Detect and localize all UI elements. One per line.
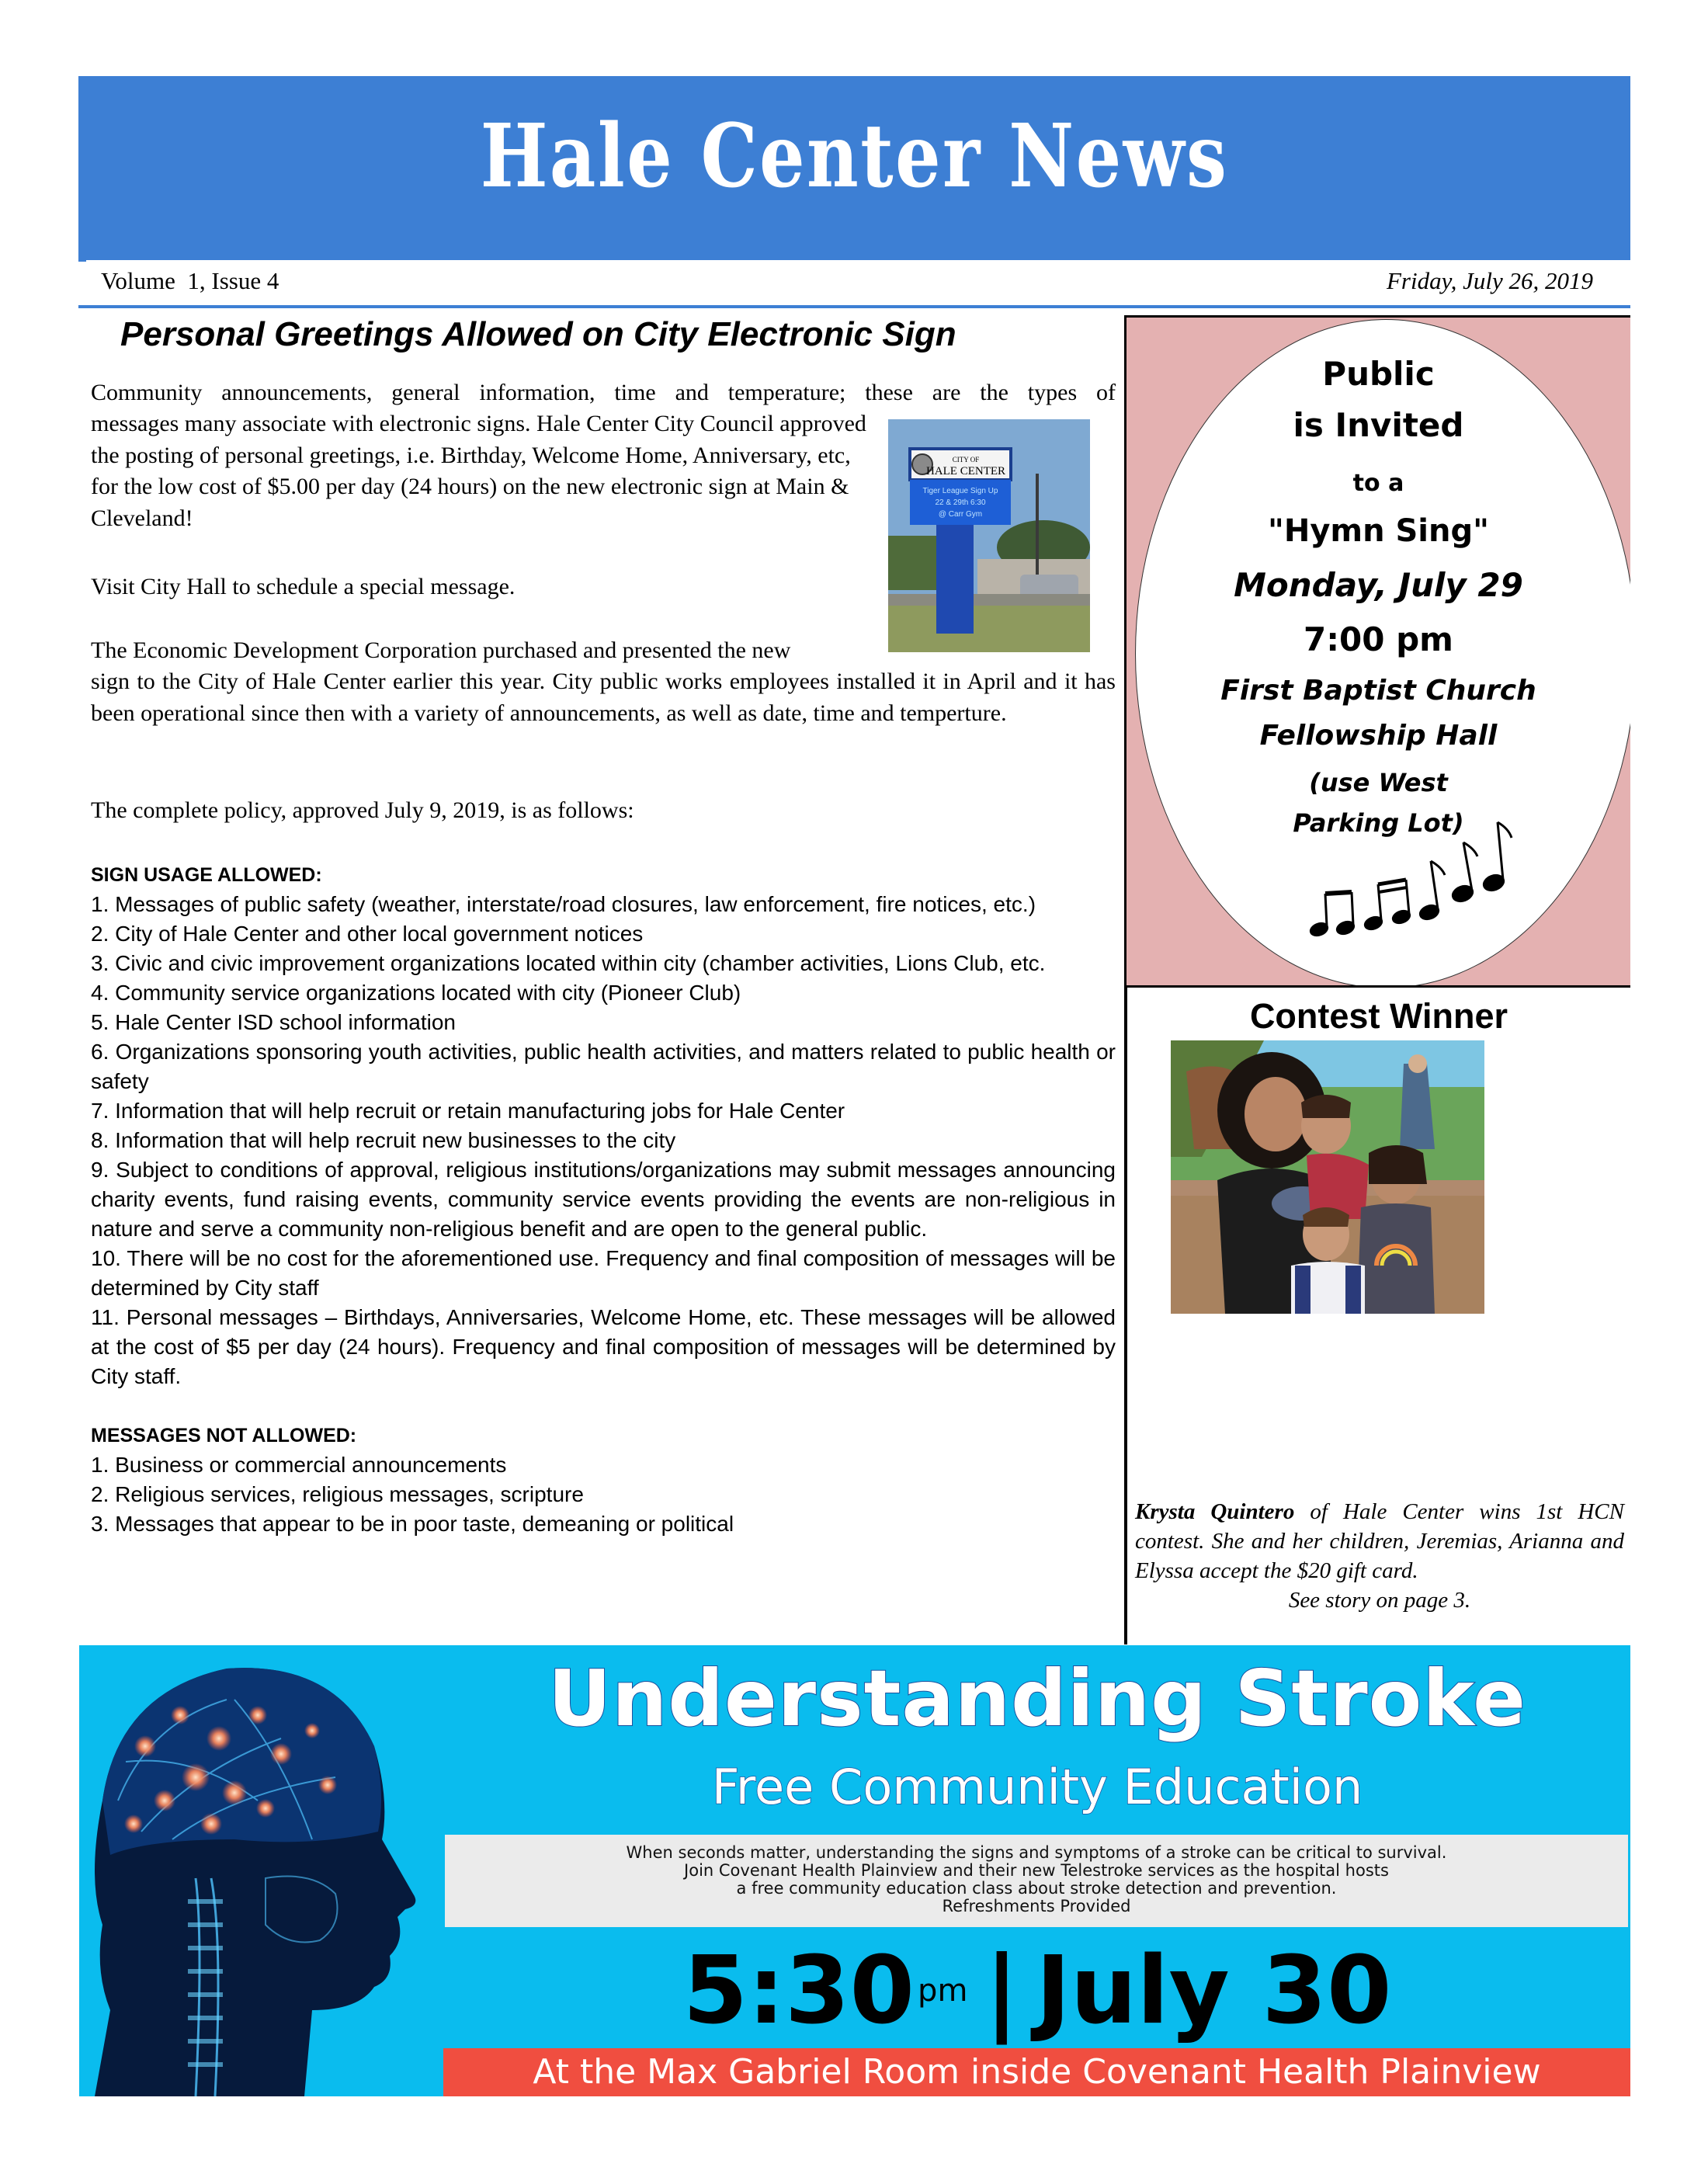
svg-text:CITY OF: CITY OF (952, 456, 980, 464)
ad-location-bar: At the Max Gabriel Room inside Covenant Health Plainview (443, 2048, 1630, 2096)
event-parking-note: Parking Lot) (1293, 808, 1464, 838)
brain-xray-head-icon (79, 1645, 467, 2096)
allowed-item: 3. Civic and civic improvement organizations located within city (chamber activities, Lions Club, etc. (91, 951, 1046, 975)
masthead-rule (78, 305, 1630, 308)
music-notes-icon (1305, 807, 1554, 962)
allowed-item: 1. Messages of public safety (weather, interstate/road closures, law enforcement, fire notices, etc.) (91, 892, 1036, 916)
allowed-item: 8. Information that will help recruit new businesses to the city (91, 1128, 676, 1152)
allowed-item: 4. Community service organizations located with city (Pioneer Club) (91, 981, 741, 1005)
caption-text: of Hale Center wins 1st HCN contest. She and her children, Jeremias, Arianna and Elyssa accept the $20 gift card. (1135, 1499, 1624, 1583)
masthead-banner (78, 76, 1630, 260)
ad-description-line: Refreshments Provided (942, 1897, 1131, 1915)
event-line: is Invited (1293, 406, 1464, 444)
ad-description-box (445, 1835, 1628, 1927)
allowed-item: 7. Information that will help recruit or retain manufacturing jobs for Hale Center (91, 1099, 845, 1123)
hymn-sing-event-box (1127, 315, 1630, 988)
ad-title: Understanding Stroke (547, 1653, 1527, 1744)
article-paragraph-3-line-1: The Economic Development Corporation purchased and presented the new (91, 637, 791, 663)
family-photo-image (1171, 1040, 1484, 1314)
event-title: "Hymn Sing" (1268, 513, 1489, 549)
issue-date: Friday, July 26, 2019 (1386, 267, 1593, 294)
electronic-sign-photo (888, 419, 1090, 652)
ad-description-line: a free community education class about stroke detection and prevention. (736, 1879, 1337, 1898)
event-parking-note: (use West (1309, 768, 1448, 797)
not-allowed-item: 3. Messages that appear to be in poor taste, demeaning or political (91, 1512, 734, 1536)
allowed-item: 9. Subject to conditions of approval, religious institutions/organizations may submit messages announcing charity events, fund raising events, community service events providing the events are non-religious in nature and serve a community non-religious benefit and are open to the general public. (91, 1158, 1116, 1241)
article-paragraph-1: messages many associate with electronic signs. Hale Center City Council approved the posting of personal greetings, i.e. Birthday, Welcome Home, Anniversary, etc, for the low cost of $5.00 per day (24 hours) on the new electronic sign at Main & Cleveland! (91, 411, 866, 531)
event-date: Monday, July 29 (1234, 566, 1523, 604)
winner-name: Krysta Quintero (1135, 1499, 1295, 1524)
article-paragraph-3: sign to the City of Hale Center earlier this year. City public works employees installed it in April and it has been operational since then with a variety of announcements, as well as date, time and temperture. (91, 669, 1116, 726)
article-paragraph-1-line-1 (91, 377, 1116, 409)
ad-date: July 30 (1036, 1937, 1392, 2045)
allowed-item: 10. There will be no cost for the aforementioned use. Frequency and final composition of messages will be determined by City staff (91, 1246, 1116, 1300)
paragraph-text: Community announcements, general information, time and temperature; these are the types of (91, 380, 1116, 405)
allowed-heading: SIGN USAGE ALLOWED: (91, 864, 322, 886)
ad-description-line: Join Covenant Health Plainview and their new Telestroke services as the hospital hosts (684, 1861, 1389, 1880)
allowed-item: 11. Personal messages – Birthdays, Anniversaries, Welcome Home, etc. These messages will be allowed at the cost of $5 per day (24 hours). Frequency and final composition of messages will be determined by City staff. (91, 1305, 1116, 1388)
ad-separator: | (984, 1937, 1019, 2045)
svg-text:HALE CENTER: HALE CENTER (925, 465, 1006, 478)
contest-caption (1135, 1497, 1624, 1615)
article-headline: Personal Greetings Allowed on City Electronic Sign (120, 315, 956, 353)
electronic-sign-image (888, 419, 1090, 652)
ad-description-line: When seconds matter, understanding the signs and symptoms of a stroke can be critical to survival. (626, 1843, 1447, 1862)
svg-text:@ Carr Gym: @ Carr Gym (938, 510, 983, 519)
issue-number: Volume 1, Issue 4 (101, 267, 279, 294)
allowed-item: 6. Organizations sponsoring youth activities, public health activities, and matters related to public health or safety (91, 1040, 1116, 1093)
ad-time: 5:30 (682, 1937, 915, 2045)
article-paragraph-4: The complete policy, approved July 9, 2019, is as follows: (91, 797, 634, 823)
ad-subtitle: Free Community Education (711, 1759, 1363, 1815)
event-venue: First Baptist Church (1220, 675, 1536, 707)
allowed-item: 5. Hale Center ISD school information (91, 1010, 456, 1034)
svg-text:22 & 29th 6:30: 22 & 29th 6:30 (935, 498, 986, 507)
ad-time-suffix: pm (918, 1973, 968, 2009)
ad-time-date (444, 1936, 1630, 2046)
see-story-link[interactable]: See story on page 3. (1288, 1588, 1471, 1613)
spacer (91, 1391, 1116, 1421)
policy-section (91, 860, 1116, 1539)
masthead-edge (78, 259, 86, 262)
event-line: to a (1352, 470, 1404, 497)
not-allowed-item: 2. Religious services, religious messages, scripture (91, 1482, 584, 1506)
article-paragraph-2: Visit City Hall to schedule a special message. (91, 574, 516, 599)
newspaper-title: Hale Center News (480, 106, 1229, 207)
stroke-education-ad (79, 1645, 1630, 2096)
event-venue-room: Fellowship Hall (1259, 720, 1498, 752)
not-allowed-item: 1. Business or commercial announcements (91, 1453, 507, 1477)
contest-winner-title: Contest Winner (1249, 996, 1508, 1036)
event-line: Public (1322, 355, 1435, 393)
svg-text:Tiger League Sign Up: Tiger League Sign Up (922, 487, 998, 495)
contest-winner-photo (1171, 1040, 1484, 1314)
allowed-item: 2. City of Hale Center and other local government notices (91, 922, 644, 946)
not-allowed-heading: MESSAGES NOT ALLOWED: (91, 1425, 357, 1446)
event-time: 7:00 pm (1304, 620, 1453, 658)
